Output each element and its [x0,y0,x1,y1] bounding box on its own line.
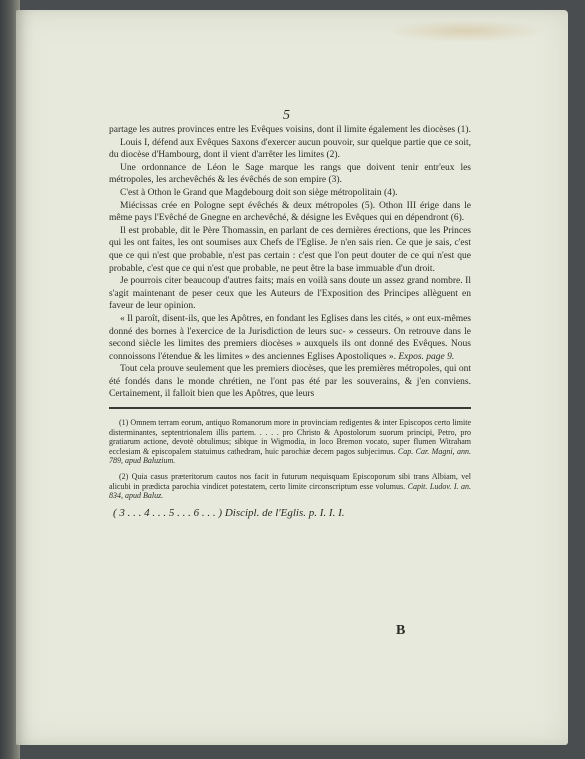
paragraph-4: C'est à Othon le Grand que Magdebourg doit son siège métropolitain (4). [120,187,398,198]
footnote-1-text: (1) Omnem terram eorum, antiquo Romanorum more in provinciam redigentes & inter Episcopos certo limite disterminantes, septentrionalem illis partem. . . . . pro Christo & Apostolorum suorum principi, Petro, pro gratiarum actione, devotè obtulimus; sibique in Wigmodia, in loco Bremon vocato, super flumen Witraham ecclesiam & episcopalem statuimus cathedram, huic parochiæ decem pagos subjecimus. [109,418,471,456]
page-number: 5 [283,108,290,123]
quotation-reference: Expos. page 9. [398,351,455,362]
quotation-paragraph [109,313,471,363]
signature-mark: B [396,623,406,638]
footnote-1-reference: Cap. Car. Magni, ann. 789, apud Baluzium. [109,446,471,466]
paragraph-6: Il est probable, dit le Père Thomassin, en parlant de ces dernières érections, que les Princes qui les ont faites, les ont soumises aux Chefs de l'Eglise. Je n'en sais rien. Ce que je sais, c'est que ce qui n'est que probable, n'est pas certain : c'est que l'on peut douter de ce qui n'est que probable, c'est que ce qui n'est que probable, ne peut être la base immuable d'un droit. [109,225,471,274]
paper-stain [386,20,546,42]
paragraph-9: Tout cela prouve seulement que les premiers diocèses, que les premières métropoles, qui ont été fondés dans le monde chrétien, ne l'ont pas été par les souverains, & j'en conviens. Certainement, il falloit bien que les Apôtres, que leurs [109,364,471,400]
paragraph-7: Je pourrois citer beaucoup d'autres faits; mais en voilà sans doute un assez grand nombre. Il s'agit maintenant de peser ceux que les Auteurs de l'Exposition des Principes allèguent en faveur de leur opinion. [109,276,471,312]
footnote-3-6-reference: Discipl. de l'Eglis. p. I. I. I. [224,506,345,519]
footnote-2-reference: Capit. Ludov. I. an. 834, apud Baluz. [109,481,471,501]
quotation-text: « Il paroît, disent-ils, que les Apôtres, en fondant les Eglises dans les cités, » ont eux-mêmes donné des bornes à l'exercice de la Jurisdiction de leurs suc- » cesseurs. On retrouve dans le second siècle les limites des premiers diocèses » auxquels ils ont donné des Evêques. Nous connoissons l'étendue & les limites » des anciennes Eglises Apostoliques ». [109,313,471,362]
footnote-divider [109,407,471,409]
paragraph-5: Miécissas crée en Pologne sept évêchés & deux métropoles (5). Othon III érige dans le même pays l'Evêché de Gnegne en archevêché, & désigne les Evêques qui en dépendront (6). [109,200,471,224]
footnote-2-text: (2) Quia casus præteritorum cautos nos facit in futurum nequisquam Episcoporum sibi trans Albiam, vel alicubi in prædicta parochia vindicet potestatem, certo limite circonscriptum esse volumus. [109,472,471,491]
main-text [109,124,471,401]
footnote-3-6 [109,507,471,519]
footnotes [109,418,471,519]
footnote-1 [109,418,471,466]
page-text [109,124,471,519]
paragraph-3: Une ordonnance de Léon le Sage marque les rangs que doivent tenir entr'eux les métropoles, les archevêchés & les évêchés de son empire (3). [109,162,471,186]
paragraph-1: partage les autres provinces entre les Evêques voisins, dont il limite également les diocèses (1). [109,125,471,135]
footnote-2 [109,472,471,501]
footnote-3-6-numbers: ( 3 . . . 4 . . . 5 . . . 6 . . . ) [113,506,223,519]
paragraph-2: Louis I, défend aux Evêques Saxons d'exercer aucun pouvoir, sur quelque partie que ce soit, du diocèse d'Hambourg, dont il vient d'arrêter les limites (2). [109,137,471,161]
